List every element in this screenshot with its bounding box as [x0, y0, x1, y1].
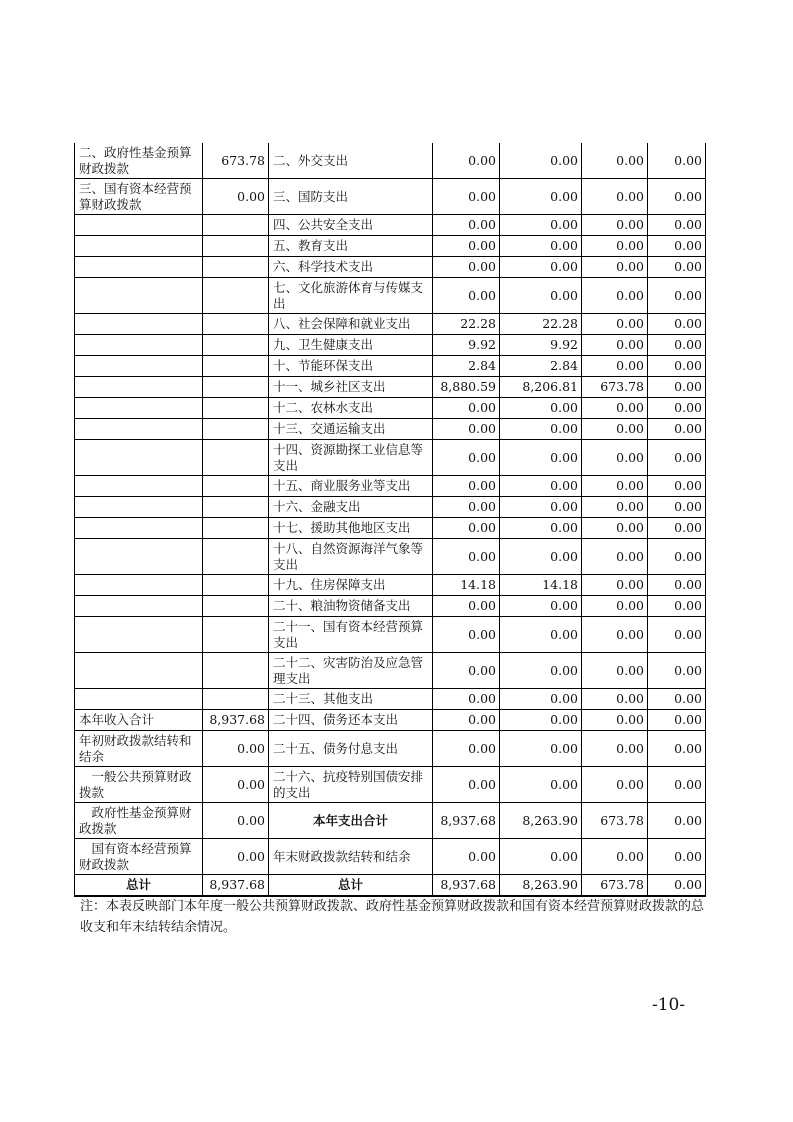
- table-row: [75, 803, 706, 839]
- general-budget: 0.00: [500, 653, 582, 689]
- income-amount: [203, 335, 269, 356]
- expense-total: 0.00: [433, 419, 500, 440]
- general-budget: 8,206.81: [500, 377, 582, 398]
- state-capital: 0.00: [648, 518, 706, 539]
- general-budget: 0.00: [500, 440, 582, 476]
- expense-item: 十六、金融支出: [269, 497, 433, 518]
- table-row: [75, 575, 706, 596]
- income-amount: [203, 689, 269, 710]
- expense-item: 十四、资源勘探工业信息等支出: [269, 440, 433, 476]
- state-capital: 0.00: [648, 278, 706, 314]
- income-item: [75, 575, 203, 596]
- gov-fund: 673.78: [582, 377, 648, 398]
- general-budget: 0.00: [500, 143, 582, 179]
- expense-total: 0.00: [433, 440, 500, 476]
- table-row: [75, 617, 706, 653]
- expense-total: 0.00: [433, 278, 500, 314]
- general-budget: 0.00: [500, 257, 582, 278]
- table-row: [75, 335, 706, 356]
- expense-item: 十二、农林水支出: [269, 398, 433, 419]
- gov-fund: 0.00: [582, 257, 648, 278]
- income-amount: 0.00: [203, 179, 269, 215]
- general-budget: 0.00: [500, 710, 582, 731]
- expense-total: 9.92: [433, 335, 500, 356]
- income-amount: [203, 476, 269, 497]
- expense-total: 0.00: [433, 596, 500, 617]
- state-capital: 0.00: [648, 710, 706, 731]
- gov-fund: 0.00: [582, 215, 648, 236]
- income-amount: [203, 419, 269, 440]
- state-capital: 0.00: [648, 497, 706, 518]
- state-capital: 0.00: [648, 215, 706, 236]
- income-item: [75, 653, 203, 689]
- table-row: [75, 179, 706, 215]
- table-row: [75, 278, 706, 314]
- gov-fund: 0.00: [582, 143, 648, 179]
- income-item: [75, 440, 203, 476]
- table-row: [75, 596, 706, 617]
- income-amount: [203, 518, 269, 539]
- expense-item: 十五、商业服务业等支出: [269, 476, 433, 497]
- expense-item: 十八、自然资源海洋气象等支出: [269, 539, 433, 575]
- income-amount: 0.00: [203, 731, 269, 767]
- general-budget: 0.00: [500, 731, 582, 767]
- income-item: 三、国有资本经营预算财政拨款: [75, 179, 203, 215]
- general-budget: 9.92: [500, 335, 582, 356]
- table-note: 注：本表反映部门本年度一般公共预算财政拨款、政府性基金预算财政拨款和国有资本经营预算财政拨款的总收支和年末结转结余情况。: [80, 899, 705, 935]
- gov-fund: 0.00: [582, 179, 648, 215]
- expense-item: 四、公共安全支出: [269, 215, 433, 236]
- table-row: [75, 731, 706, 767]
- expense-item: 三、国防支出: [269, 179, 433, 215]
- expense-total: 0.00: [433, 617, 500, 653]
- income-item: 年初财政拨款结转和结余: [75, 731, 203, 767]
- income-item: [75, 278, 203, 314]
- income-amount: [203, 377, 269, 398]
- expense-item: 十一、城乡社区支出: [269, 377, 433, 398]
- expense-total: 0.00: [433, 767, 500, 803]
- expense-total: 0.00: [433, 398, 500, 419]
- gov-fund: 0.00: [582, 767, 648, 803]
- income-amount: [203, 497, 269, 518]
- state-capital: 0.00: [648, 179, 706, 215]
- state-capital: 0.00: [648, 839, 706, 875]
- income-item: [75, 398, 203, 419]
- income-item: [75, 596, 203, 617]
- gov-fund: 0.00: [582, 617, 648, 653]
- income-amount: 0.00: [203, 767, 269, 803]
- income-item: 总计: [75, 875, 203, 897]
- expense-item: 九、卫生健康支出: [269, 335, 433, 356]
- table-row: [75, 497, 706, 518]
- gov-fund: 0.00: [582, 356, 648, 377]
- general-budget: 0.00: [500, 236, 582, 257]
- income-amount: 8,937.68: [203, 875, 269, 897]
- general-budget: 0.00: [500, 497, 582, 518]
- state-capital: 0.00: [648, 335, 706, 356]
- state-capital: 0.00: [648, 539, 706, 575]
- general-budget: 0.00: [500, 419, 582, 440]
- income-item: 本年收入合计: [75, 710, 203, 731]
- expense-total: 0.00: [433, 839, 500, 875]
- expense-item: 七、文化旅游体育与传媒支出: [269, 278, 433, 314]
- expense-item: 二、外交支出: [269, 143, 433, 179]
- table-row: [75, 653, 706, 689]
- state-capital: 0.00: [648, 143, 706, 179]
- state-capital: 0.00: [648, 875, 706, 897]
- income-amount: [203, 575, 269, 596]
- state-capital: 0.00: [648, 731, 706, 767]
- state-capital: 0.00: [648, 257, 706, 278]
- income-amount: [203, 257, 269, 278]
- page-number: -10-: [652, 995, 686, 1015]
- gov-fund: 0.00: [582, 419, 648, 440]
- expense-item: 十七、援助其他地区支出: [269, 518, 433, 539]
- expense-total: 8,880.59: [433, 377, 500, 398]
- expense-item: 二十三、其他支出: [269, 689, 433, 710]
- expense-total: 0.00: [433, 497, 500, 518]
- expense-total: 8,937.68: [433, 803, 500, 839]
- gov-fund: 0.00: [582, 497, 648, 518]
- general-budget: 0.00: [500, 689, 582, 710]
- gov-fund: 0.00: [582, 314, 648, 335]
- state-capital: 0.00: [648, 476, 706, 497]
- income-item: 政府性基金预算财政拨款: [75, 803, 203, 839]
- fiscal-appropriation-table: [74, 143, 706, 897]
- expense-item: 十三、交通运输支出: [269, 419, 433, 440]
- general-budget: 0.00: [500, 617, 582, 653]
- expense-total: 0.00: [433, 539, 500, 575]
- income-item: 国有资本经营预算财政拨款: [75, 839, 203, 875]
- income-item: [75, 257, 203, 278]
- state-capital: 0.00: [648, 767, 706, 803]
- general-budget: 0.00: [500, 215, 582, 236]
- table-row: [75, 398, 706, 419]
- expense-total: 0.00: [433, 215, 500, 236]
- expense-item: 六、科学技术支出: [269, 257, 433, 278]
- expense-item: 十、节能环保支出: [269, 356, 433, 377]
- gov-fund: 0.00: [582, 236, 648, 257]
- state-capital: 0.00: [648, 419, 706, 440]
- expense-total: 2.84: [433, 356, 500, 377]
- gov-fund: 0.00: [582, 839, 648, 875]
- expense-total: 0.00: [433, 689, 500, 710]
- table-row: [75, 257, 706, 278]
- expense-item: 二十四、债务还本支出: [269, 710, 433, 731]
- gov-fund: 0.00: [582, 398, 648, 419]
- gov-fund: 0.00: [582, 731, 648, 767]
- gov-fund: 0.00: [582, 653, 648, 689]
- table-row: [75, 476, 706, 497]
- state-capital: 0.00: [648, 803, 706, 839]
- expense-item: 二十二、灾害防治及应急管理支出: [269, 653, 433, 689]
- gov-fund: 0.00: [582, 596, 648, 617]
- gov-fund: 0.00: [582, 335, 648, 356]
- expense-item: 二十五、债务付息支出: [269, 731, 433, 767]
- income-amount: [203, 356, 269, 377]
- expense-total: 0.00: [433, 476, 500, 497]
- income-item: [75, 476, 203, 497]
- expense-item: 五、教育支出: [269, 236, 433, 257]
- state-capital: 0.00: [648, 653, 706, 689]
- table-row: [75, 875, 706, 897]
- expense-total: 22.28: [433, 314, 500, 335]
- gov-fund: 0.00: [582, 278, 648, 314]
- general-budget: 0.00: [500, 596, 582, 617]
- table-row: [75, 767, 706, 803]
- state-capital: 0.00: [648, 356, 706, 377]
- income-item: [75, 539, 203, 575]
- table-row: [75, 440, 706, 476]
- table-row: [75, 215, 706, 236]
- table-row: [75, 710, 706, 731]
- table-row: [75, 236, 706, 257]
- income-item: [75, 215, 203, 236]
- income-item: 二、政府性基金预算财政拨款: [75, 143, 203, 179]
- expense-total: 14.18: [433, 575, 500, 596]
- expense-total: 0.00: [433, 653, 500, 689]
- gov-fund: 0.00: [582, 476, 648, 497]
- general-budget: 14.18: [500, 575, 582, 596]
- income-item: [75, 617, 203, 653]
- state-capital: 0.00: [648, 398, 706, 419]
- general-budget: 22.28: [500, 314, 582, 335]
- state-capital: 0.00: [648, 575, 706, 596]
- table-row: [75, 419, 706, 440]
- expense-total: 0.00: [433, 236, 500, 257]
- general-budget: 0.00: [500, 767, 582, 803]
- income-amount: [203, 398, 269, 419]
- income-amount: [203, 440, 269, 476]
- table-row: [75, 314, 706, 335]
- expense-item: 年末财政拨款结转和结余: [269, 839, 433, 875]
- state-capital: 0.00: [648, 617, 706, 653]
- gov-fund: 0.00: [582, 710, 648, 731]
- income-item: 一般公共预算财政拨款: [75, 767, 203, 803]
- income-item: [75, 356, 203, 377]
- income-amount: [203, 539, 269, 575]
- table-row: [75, 356, 706, 377]
- general-budget: 8,263.90: [500, 803, 582, 839]
- state-capital: 0.00: [648, 377, 706, 398]
- table-row: [75, 518, 706, 539]
- expense-item: 二十六、抗疫特别国债安排的支出: [269, 767, 433, 803]
- income-item: [75, 419, 203, 440]
- expense-total: 0.00: [433, 731, 500, 767]
- income-amount: 8,937.68: [203, 710, 269, 731]
- general-budget: 0.00: [500, 839, 582, 875]
- gov-fund: 0.00: [582, 440, 648, 476]
- general-budget: 2.84: [500, 356, 582, 377]
- expense-item: 二十、粮油物资储备支出: [269, 596, 433, 617]
- general-budget: 0.00: [500, 518, 582, 539]
- income-amount: [203, 314, 269, 335]
- gov-fund: 0.00: [582, 575, 648, 596]
- income-item: [75, 314, 203, 335]
- table-row: [75, 143, 706, 179]
- income-amount: [203, 596, 269, 617]
- expense-item: 本年支出合计: [269, 803, 433, 839]
- general-budget: 0.00: [500, 476, 582, 497]
- expense-item: 八、社会保障和就业支出: [269, 314, 433, 335]
- income-item: [75, 497, 203, 518]
- general-budget: 0.00: [500, 539, 582, 575]
- income-item: [75, 689, 203, 710]
- gov-fund: 673.78: [582, 803, 648, 839]
- income-item: [75, 377, 203, 398]
- income-item: [75, 236, 203, 257]
- table-row: [75, 839, 706, 875]
- state-capital: 0.00: [648, 440, 706, 476]
- income-amount: 673.78: [203, 143, 269, 179]
- expense-total: 0.00: [433, 710, 500, 731]
- expense-item: 总计: [269, 875, 433, 897]
- income-amount: [203, 278, 269, 314]
- general-budget: 0.00: [500, 398, 582, 419]
- income-amount: [203, 236, 269, 257]
- expense-item: 二十一、国有资本经营预算支出: [269, 617, 433, 653]
- expense-total: 0.00: [433, 143, 500, 179]
- income-amount: 0.00: [203, 803, 269, 839]
- state-capital: 0.00: [648, 689, 706, 710]
- general-budget: 8,263.90: [500, 875, 582, 897]
- general-budget: 0.00: [500, 278, 582, 314]
- state-capital: 0.00: [648, 596, 706, 617]
- gov-fund: 0.00: [582, 539, 648, 575]
- income-amount: [203, 653, 269, 689]
- gov-fund: 0.00: [582, 689, 648, 710]
- gov-fund: 0.00: [582, 518, 648, 539]
- expense-total: 0.00: [433, 518, 500, 539]
- income-amount: 0.00: [203, 839, 269, 875]
- income-amount: [203, 617, 269, 653]
- income-item: [75, 335, 203, 356]
- expense-total: 0.00: [433, 179, 500, 215]
- income-item: [75, 518, 203, 539]
- gov-fund: 673.78: [582, 875, 648, 897]
- state-capital: 0.00: [648, 314, 706, 335]
- general-budget: 0.00: [500, 179, 582, 215]
- state-capital: 0.00: [648, 236, 706, 257]
- income-amount: [203, 215, 269, 236]
- table-row: [75, 689, 706, 710]
- expense-total: 0.00: [433, 257, 500, 278]
- expense-total: 8,937.68: [433, 875, 500, 897]
- expense-item: 十九、住房保障支出: [269, 575, 433, 596]
- table-row: [75, 539, 706, 575]
- table-row: [75, 377, 706, 398]
